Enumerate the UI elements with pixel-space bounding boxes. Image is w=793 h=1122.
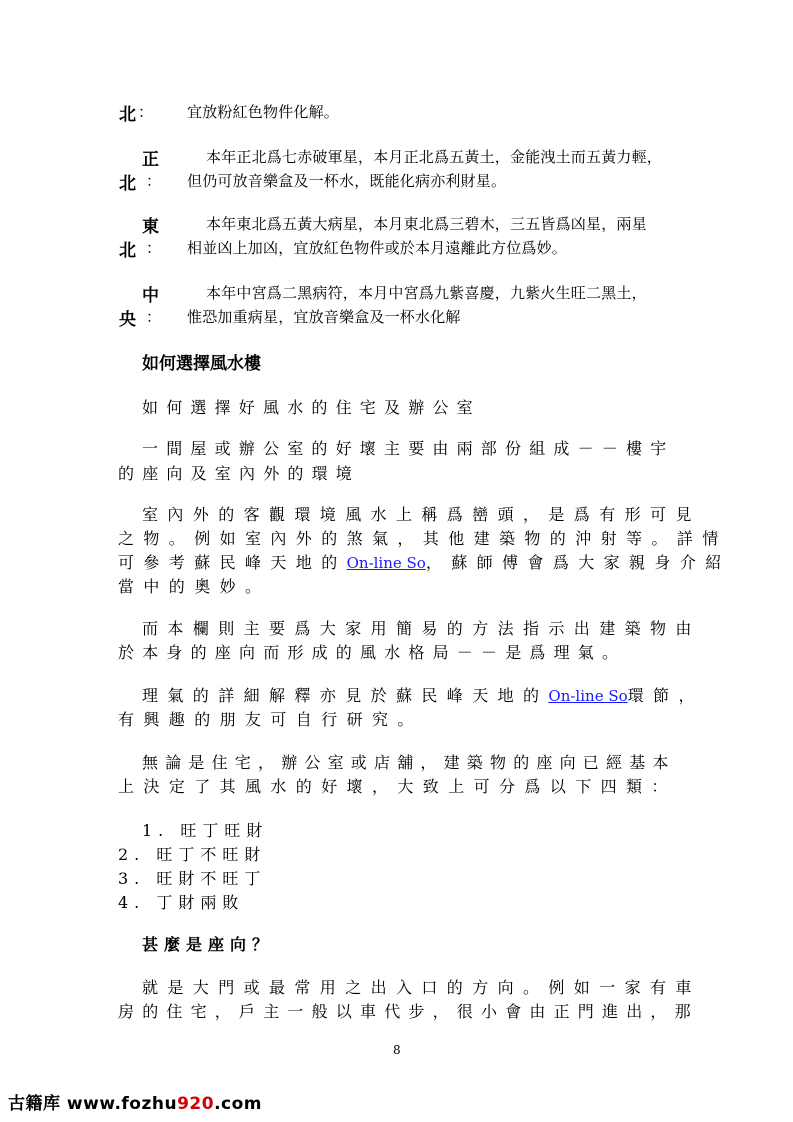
para4-line1 [142,683,704,706]
para2-line3-text: 可參考蘇民峰天地的 [118,553,347,572]
direction-colon: ： [146,172,162,190]
direction-colon: ： [138,103,154,121]
footer-site: www.fozhu920.com [66,1094,263,1114]
category-item: 1. 旺丁旺財 [142,821,269,840]
direction-label-north: 北 [119,105,136,125]
category-item: 3. 旺財不旺丁 [118,869,267,888]
direction-label-center-2: 央 [119,310,136,330]
direction-text-north: 宜放粉紅色物件化解。 [187,103,340,121]
para1-line2: 的座向及室內外的環境 [118,464,361,483]
section-heading: 如何選擇風水樓 [142,354,261,374]
para4-line1-text: 理氣的詳細解釋亦見於蘇民峰天地的 [142,686,549,705]
direction-text-center-1: 本年中宮爲二黑病符，本月中宮爲九紫喜慶，九紫火生旺二黑土， [206,284,647,302]
direction-text-due-north-1: 本年正北爲七赤破軍星，本月正北爲五黃土，金能洩土而五黃力輕， [206,148,663,166]
para3-line2: 於本身的座向而形成的風水格局－－是爲理氣。 [118,643,627,662]
para2-line1: 室內外的客觀環境風水上稱爲巒頭，是爲有形可見 [142,505,701,524]
subtitle: 如何選擇好風水的住宅及辦公室 [142,398,481,417]
direction-text-due-north-2: 但仍可放音樂盒及一杯水，既能化病亦利財星。 [187,172,507,190]
direction-text-center-2: 惟恐加重病星，宜放音樂盒及一杯水化解 [187,308,461,326]
online-so-link[interactable]: On-line So [346,554,426,572]
para5-line1: 無論是住宅，辦公室或店舖，建築物的座向已經基本 [142,753,676,772]
direction-label-due-north-1: 正 [142,150,159,170]
page-number: 8 [393,1043,401,1057]
direction-colon: ： [146,308,162,326]
direction-label-due-north-2: 北 [119,174,136,194]
footer-brand: 古籍库 [8,1094,61,1114]
direction-label-northeast-2: 北 [119,241,136,261]
para6-line2: 房的住宅，戶主一般以車代步，很小會由正門進出，那 [118,1002,699,1021]
direction-colon: ： [146,239,162,257]
direction-text-northeast-1: 本年東北爲五黃大病星，本月東北爲三碧木，三五皆爲凶星，兩星 [206,215,647,233]
para1-line1: 一間屋或辦公室的好壞主要由兩部份組成－－樓宇 [142,439,675,458]
para2-line3-text-after: ，蘇師傅會爲大家親身介紹 [425,553,731,572]
category-item: 2. 旺丁不旺財 [118,845,267,864]
category-item: 4. 丁財兩敗 [118,893,245,912]
direction-text-northeast-2: 相並凶上加凶，宜放紅色物件或於本月遠離此方位爲妙。 [187,239,568,257]
para5-line2: 上決定了其風水的好壞，大致上可分爲以下四類： [118,777,677,796]
footer-site-number: 920 [177,1094,215,1114]
para3-line1: 而本欄則主要爲大家用簡易的方法指示出建築物由 [142,619,701,638]
para4-line1-text-after: 環節， [627,686,704,705]
direction-label-center-1: 中 [142,286,159,306]
para4-line2: 有興趣的朋友可自行研究。 [118,710,423,729]
question-heading: 甚麼是座向？ [142,935,275,954]
footer-watermark [8,1089,262,1114]
online-so-link-2[interactable]: On-line So [548,687,628,705]
direction-label-northeast-1: 東 [142,217,159,237]
para2-line2: 之物。例如室內外的煞氣，其他建築物的沖射等。詳情 [118,529,728,548]
para6-line1: 就是大門或最常用之出入口的方向。例如一家有車 [142,978,701,997]
para2-line3 [118,550,731,573]
para2-line4: 當中的奧妙。 [118,577,271,596]
